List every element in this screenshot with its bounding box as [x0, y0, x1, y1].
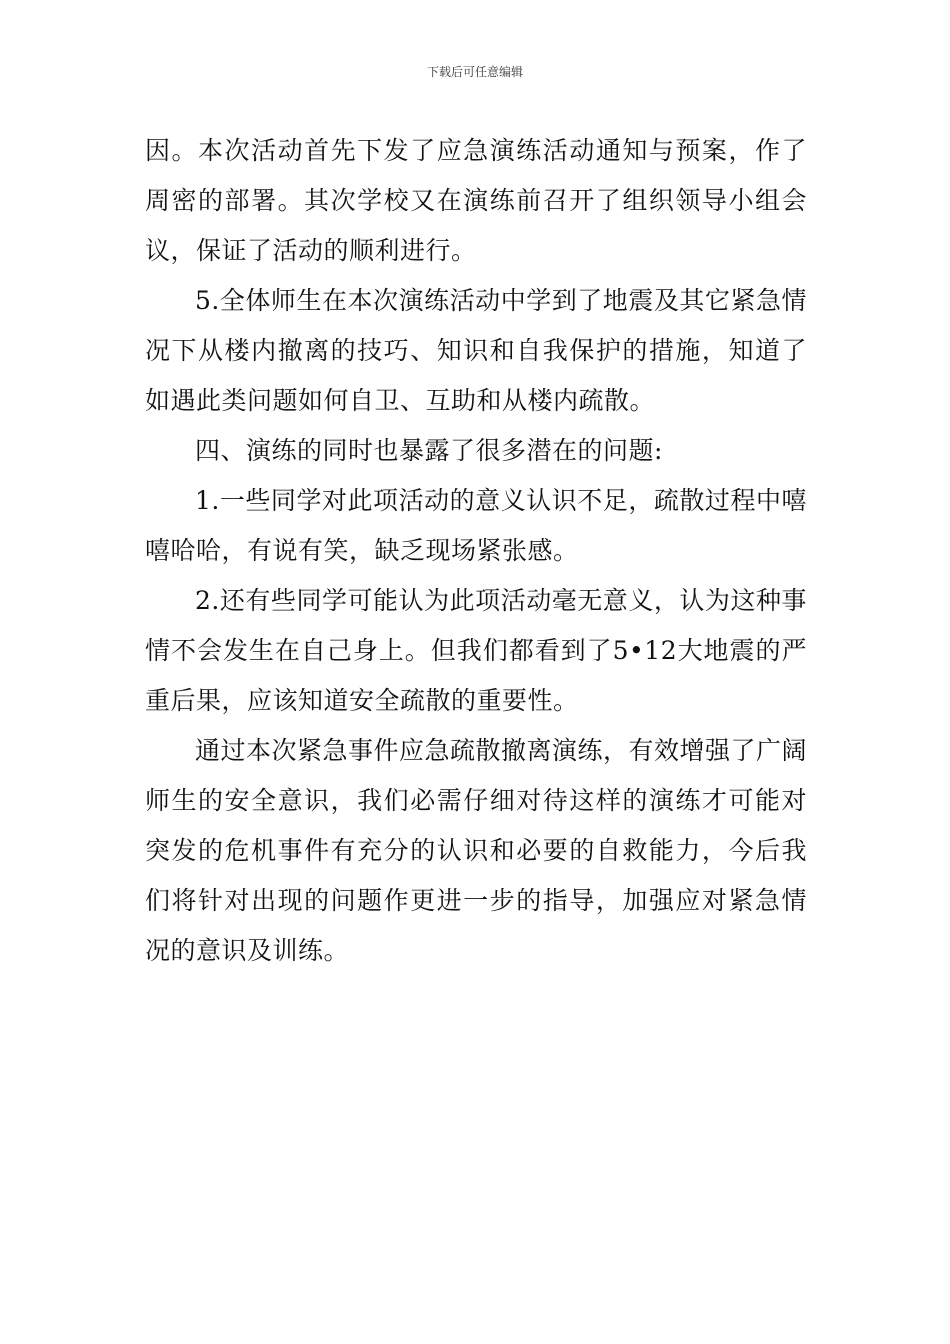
document-body [145, 126, 807, 976]
page-header-note: 下载后可任意编辑 [426, 65, 523, 79]
paragraph-section-heading: 四、演练的同时也暴露了很多潜在的问题: [195, 436, 663, 465]
paragraph-issue-1: 1.一些同学对此项活动的意义认识不足，疏散过程中嘻嘻哈哈，有说有笑，缺乏现场紧张感。 [145, 486, 807, 565]
paragraph-issue-2: 2.还有些同学可能认为此项活动毫无意义，认为这种事情不会发生在自己身上。但我们都看到了5•12大地震的严重后果，应该知道安全疏散的重要性。 [145, 586, 807, 715]
paragraph-item-5: 5.全体师生在本次演练活动中学到了地震及其它紧急情况下从楼内撤离的技巧、知识和自我保护的措施，知道了如遇此类问题如何自卫、互助和从楼内疏散。 [145, 286, 807, 415]
paragraph-conclusion: 通过本次紧急事件应急疏散撤离演练，有效增强了广阔师生的安全意识，我们必需仔细对待这样的演练才可能对突发的危机事件有充分的认识和必要的自救能力，今后我们将针对出现的问题作更进一步的指导，加强应对紧急情况的意识及训练。 [145, 736, 808, 965]
paragraph-continuation: 因。本次活动首先下发了应急演练活动通知与预案，作了周密的部署。其次学校又在演练前召开了组织领导小组会议，保证了活动的顺利进行。 [145, 136, 807, 265]
